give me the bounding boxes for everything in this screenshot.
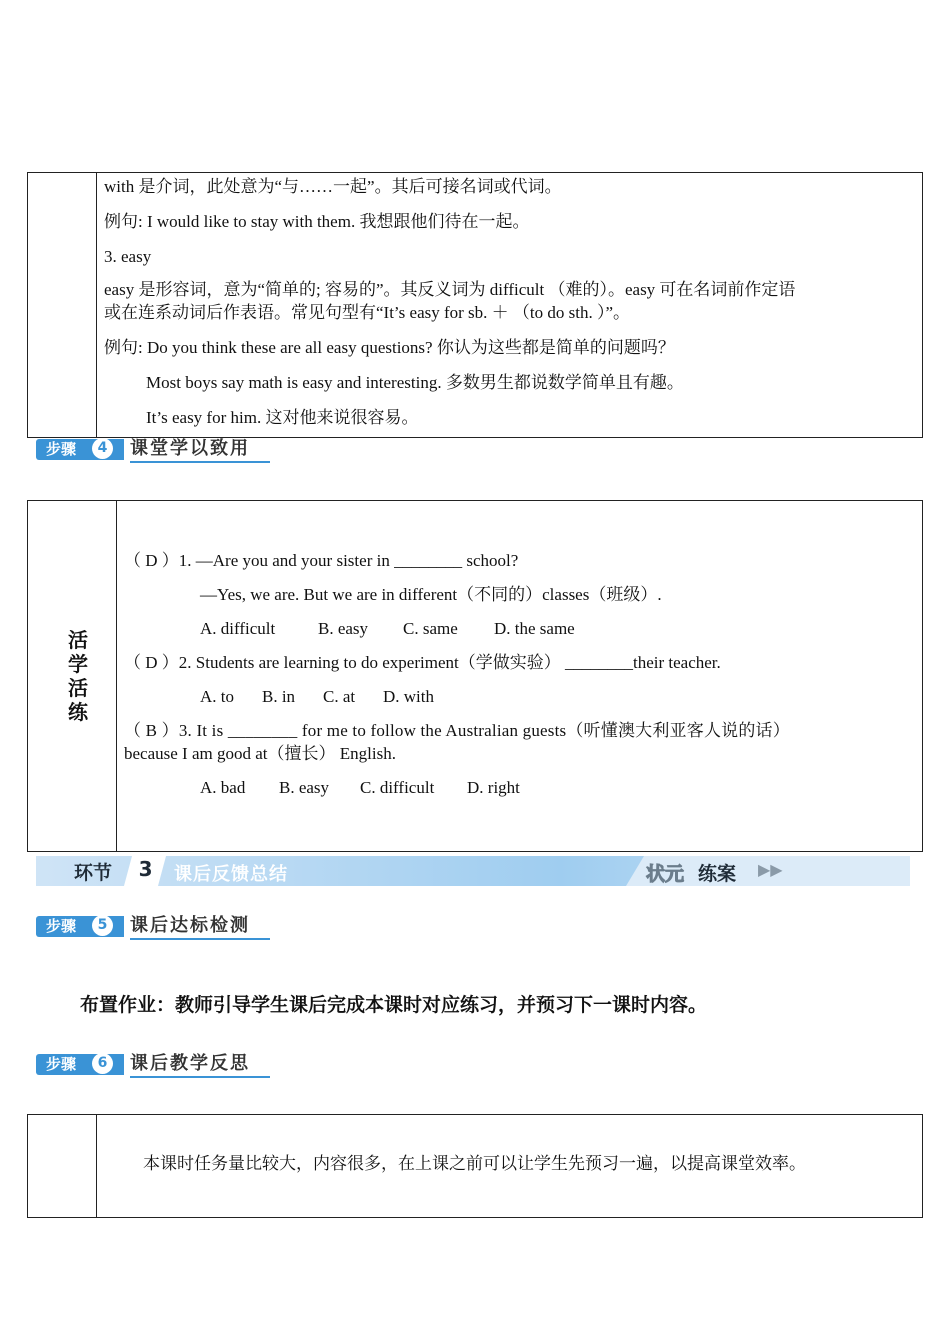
table-divider xyxy=(116,501,117,851)
text-line: with 是介词，此处意为“与……一起”。其后可接名词或代词。 xyxy=(104,177,562,196)
side-label-char: 学 xyxy=(68,652,88,676)
question-2-stem: （ D ）2. Students are learning to do experiment（学做实验） ________their teacher. xyxy=(124,653,721,672)
step-number: 5 xyxy=(92,915,113,936)
double-arrow-icon: ▶▶ xyxy=(758,860,783,879)
option: B. easy xyxy=(318,619,369,638)
table-divider xyxy=(96,1115,97,1217)
option: C. difficult xyxy=(360,778,435,797)
text-line: It’s easy for him. 这对他来说很容易。 xyxy=(146,408,419,427)
step-pill: 步骤 xyxy=(36,439,124,460)
step-4-header xyxy=(36,437,270,463)
option: A. to xyxy=(200,687,234,706)
step-label: 课堂学以致用 xyxy=(130,437,270,463)
text-line: 例句: Do you think these are all easy questions? 你认为这些都是简单的问题吗？ xyxy=(104,338,675,357)
banner-section: 环节 xyxy=(74,862,113,884)
step-label: 课后达标检测 xyxy=(130,914,270,940)
text-line: easy 是形容词，意为“简单的; 容易的”。其反义词为 difficult （难的）。easy 可在名词前作定语 xyxy=(104,280,796,299)
option: B. in xyxy=(262,687,296,706)
banner-brand-a: 状元 xyxy=(646,863,685,885)
banner-brand-b: 练案 xyxy=(698,863,737,885)
table-divider xyxy=(96,173,97,437)
step-pill: 步骤 xyxy=(36,916,124,937)
side-label-char: 练 xyxy=(68,700,88,724)
option: C. at xyxy=(323,687,356,706)
option: A. bad xyxy=(200,778,246,797)
text-line: 3. easy xyxy=(104,247,152,266)
question-3-stem: （ B ）3. It is ________ for me to follow the Australian guests（听懂澳大利亚客人说的话） xyxy=(124,721,790,740)
side-label-char: 活 xyxy=(68,628,88,652)
option: A. difficult xyxy=(200,619,276,638)
option: D. with xyxy=(383,687,434,706)
step-label: 课后教学反思 xyxy=(130,1052,270,1078)
side-label-char: 活 xyxy=(68,676,88,700)
option: D. right xyxy=(467,778,520,797)
reflection-text: 本课时任务量比较大，内容很多，在上课之前可以让学生先预习一遍，以提高课堂效率。 xyxy=(143,1154,806,1173)
option: D. the same xyxy=(494,619,575,638)
question-1-reply: —Yes, we are. But we are in different（不同的）classes（班级）. xyxy=(200,585,662,604)
banner-title: 课后反馈总结 xyxy=(174,864,288,885)
banner-number: 3 xyxy=(138,857,153,881)
question-1-stem: （ D ）1. —Are you and your sister in ________ school? xyxy=(124,551,519,570)
text-line: 例句: I would like to stay with them. 我想跟他们待在一起。 xyxy=(104,212,530,231)
step-pill: 步骤 xyxy=(36,1054,124,1075)
banner-number-box xyxy=(124,856,166,886)
step-number: 6 xyxy=(92,1053,113,1074)
question-3-stem-cont: because I am good at（擅长） English. xyxy=(124,744,396,763)
text-line: 或在连系动词后作表语。常见句型有“It’s easy for sb. ＋ （to do sth. ）”。 xyxy=(104,303,631,322)
section-banner xyxy=(36,856,910,886)
step-6-header xyxy=(36,1052,270,1078)
step-5-header xyxy=(36,914,270,940)
option: C. same xyxy=(403,619,458,638)
text-line: Most boys say math is easy and interesting. 多数男生都说数学简单且有趣。 xyxy=(146,373,684,392)
homework-text: 布置作业：教师引导学生课后完成本课时对应练习，并预习下一课时内容。 xyxy=(80,994,708,1016)
option: B. easy xyxy=(279,778,330,797)
step-number: 4 xyxy=(92,438,113,459)
